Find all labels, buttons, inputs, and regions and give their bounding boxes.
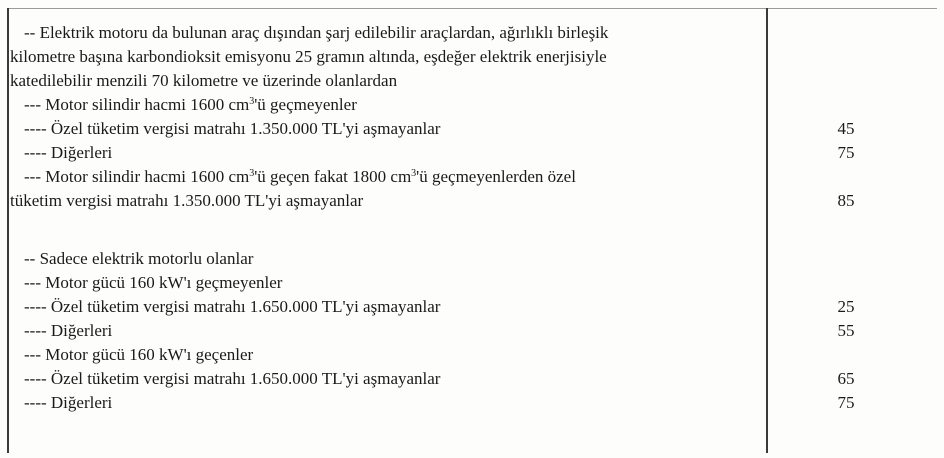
rate-value: 85	[837, 191, 855, 210]
rate-value: 55	[837, 321, 855, 340]
rate-value: 75	[837, 143, 855, 162]
electric-sub1-item-1: ---- Özel tüketim vergisi matrahı 1.650.000 TL'yi aşmayanlar 25	[0, 295, 944, 319]
electric-sub2-item-1: ---- Özel tüketim vergisi matrahı 1.650.000 TL'yi aşmayanlar 65	[0, 367, 944, 391]
hybrid-heading-line-3: katedilebilir menzili 70 kilometre ve üzerinde olanlardan	[10, 71, 398, 90]
hybrid-sub2-line-1: --- Motor silindir hacmi 1600 $cm^3'ü$ geçen fakat 1800 $cm^3'ü$ geçmeyenlerden özel	[24, 167, 576, 186]
hybrid-sub1-item-2: ---- Diğerleri 75	[0, 141, 944, 165]
electric-sub1-label: --- Motor gücü 160 kW'ı geçmeyenler	[24, 273, 283, 292]
electric-heading: -- Sadece elektrik motorlu olanlar	[24, 249, 254, 268]
electric-sub2-item-2: ---- Diğerleri 75	[0, 391, 944, 415]
hybrid-sub2-line-2: tüketim vergisi matrahı 1.350.000 TL'yi aşmayanlar 85	[0, 189, 944, 213]
rate-value: 45	[837, 119, 855, 138]
electric-sub2-label: --- Motor gücü 160 kW'ı geçenler	[24, 345, 254, 364]
hybrid-heading-line-1: -- Elektrik motoru da bulunan araç dışından şarj edilebilir araçlardan, ağırlıklı birleşik	[24, 23, 609, 42]
hybrid-heading-line-2: kilometre başına karbondioksit emisyonu 25 gramın altında, eşdeğer elektrik enerjisiyle	[10, 47, 607, 66]
rate-value: 25	[837, 297, 855, 316]
hybrid-sub1-item-1: ---- Özel tüketim vergisi matrahı 1.350.000 TL'yi aşmayanlar 45	[0, 117, 944, 141]
electric-sub1-item-2: ---- Diğerleri 55	[0, 319, 944, 343]
table-top-border	[7, 8, 937, 9]
rate-value: 65	[837, 369, 855, 388]
hybrid-sub1-label: --- Motor silindir hacmi 1600 $cm^3'ü$ geçmeyenler	[24, 95, 357, 114]
rate-value: 75	[837, 393, 855, 412]
